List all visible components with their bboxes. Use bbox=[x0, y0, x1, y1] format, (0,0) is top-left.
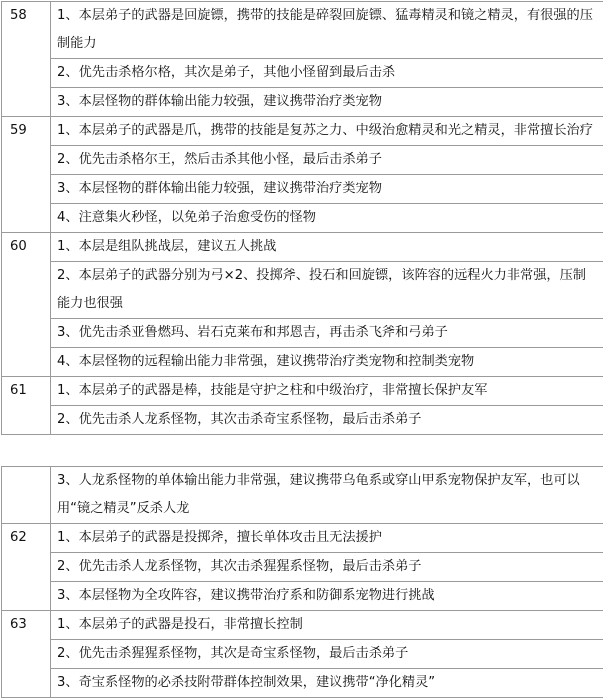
table-row bbox=[2, 117, 603, 146]
table-row bbox=[2, 204, 603, 233]
tip-text: 3、奇宝系怪物的必杀技附带群体控制效果，建议携带“净化精灵” bbox=[51, 669, 603, 698]
tip-text: 3、本层怪物为全攻阵容，建议携带治疗系和防御系宠物进行挑战 bbox=[51, 582, 603, 611]
table-row bbox=[2, 2, 603, 59]
table-row bbox=[2, 233, 603, 262]
tip-text: 2、优先击杀格尔王，然后击杀其他小怪，最后击杀弟子 bbox=[51, 146, 603, 175]
tip-text: 4、注意集火秒怪，以免弟子治愈受伤的怪物 bbox=[51, 204, 603, 233]
tip-text: 2、优先击杀人龙系怪物，其次击杀奇宝系怪物，最后击杀弟子 bbox=[51, 406, 603, 435]
table-row bbox=[2, 175, 603, 204]
table-row bbox=[2, 524, 603, 553]
tip-text: 2、本层弟子的武器分别为弓×2、投掷斧、投石和回旋镖，该阵容的远程火力非常强，压制能力也很强 bbox=[51, 262, 603, 319]
table-row bbox=[2, 262, 603, 319]
tip-text: 1、本层是组队挑战层，建议五人挑战 bbox=[51, 233, 603, 262]
table-row bbox=[2, 467, 603, 524]
table-row bbox=[2, 377, 603, 406]
level-number bbox=[2, 467, 51, 524]
table-row bbox=[2, 59, 603, 88]
table-row bbox=[2, 406, 603, 435]
tip-text: 1、本层弟子的武器是棒，技能是守护之柱和中级治疗，非常擅长保护友军 bbox=[51, 377, 603, 406]
tip-text: 3、优先击杀亚鲁燃玛、岩石克莱布和邦恩吉，再击杀飞斧和弓弟子 bbox=[51, 319, 603, 348]
table-row bbox=[2, 640, 603, 669]
tip-text: 1、本层弟子的武器是爪，携带的技能是复苏之力、中级治愈精灵和光之精灵，非常擅长治疗 bbox=[51, 117, 603, 146]
table-row bbox=[2, 611, 603, 640]
level-number: 62 bbox=[2, 524, 51, 611]
tip-text: 2、优先击杀猩猩系怪物，其次是奇宝系怪物，最后击杀弟子 bbox=[51, 640, 603, 669]
tip-text: 1、本层弟子的武器是投掷斧，擅长单体攻击且无法援护 bbox=[51, 524, 603, 553]
table-row bbox=[2, 88, 603, 117]
floor-table-part-2 bbox=[1, 466, 603, 698]
level-number: 60 bbox=[2, 233, 51, 377]
table-row bbox=[2, 348, 603, 377]
tip-text: 1、本层弟子的武器是回旋镖，携带的技能是碎裂回旋镖、猛毒精灵和镜之精灵，有很强的压制能力 bbox=[51, 2, 603, 59]
table-row bbox=[2, 553, 603, 582]
level-number: 63 bbox=[2, 611, 51, 698]
table-row bbox=[2, 669, 603, 698]
level-number: 58 bbox=[2, 2, 51, 117]
tip-text: 1、本层弟子的武器是投石，非常擅长控制 bbox=[51, 611, 603, 640]
tip-text: 2、优先击杀人龙系怪物，其次击杀猩猩系怪物，最后击杀弟子 bbox=[51, 553, 603, 582]
floor-table-part-1 bbox=[1, 1, 603, 435]
tip-text: 3、本层怪物的群体输出能力较强，建议携带治疗类宠物 bbox=[51, 88, 603, 117]
tip-text: 2、优先击杀格尔格，其次是弟子，其他小怪留到最后击杀 bbox=[51, 59, 603, 88]
tip-text: 3、人龙系怪物的单体输出能力非常强，建议携带乌龟系或穿山甲系宠物保护友军，也可以用“镜之精灵”反杀人龙 bbox=[51, 467, 603, 524]
table-row bbox=[2, 319, 603, 348]
level-number: 59 bbox=[2, 117, 51, 233]
tip-text: 3、本层怪物的群体输出能力较强，建议携带治疗类宠物 bbox=[51, 175, 603, 204]
table-row bbox=[2, 582, 603, 611]
level-number: 61 bbox=[2, 377, 51, 435]
table-row bbox=[2, 146, 603, 175]
tip-text: 4、本层怪物的远程输出能力非常强，建议携带治疗类宠物和控制类宠物 bbox=[51, 348, 603, 377]
page-break bbox=[0, 457, 603, 465]
